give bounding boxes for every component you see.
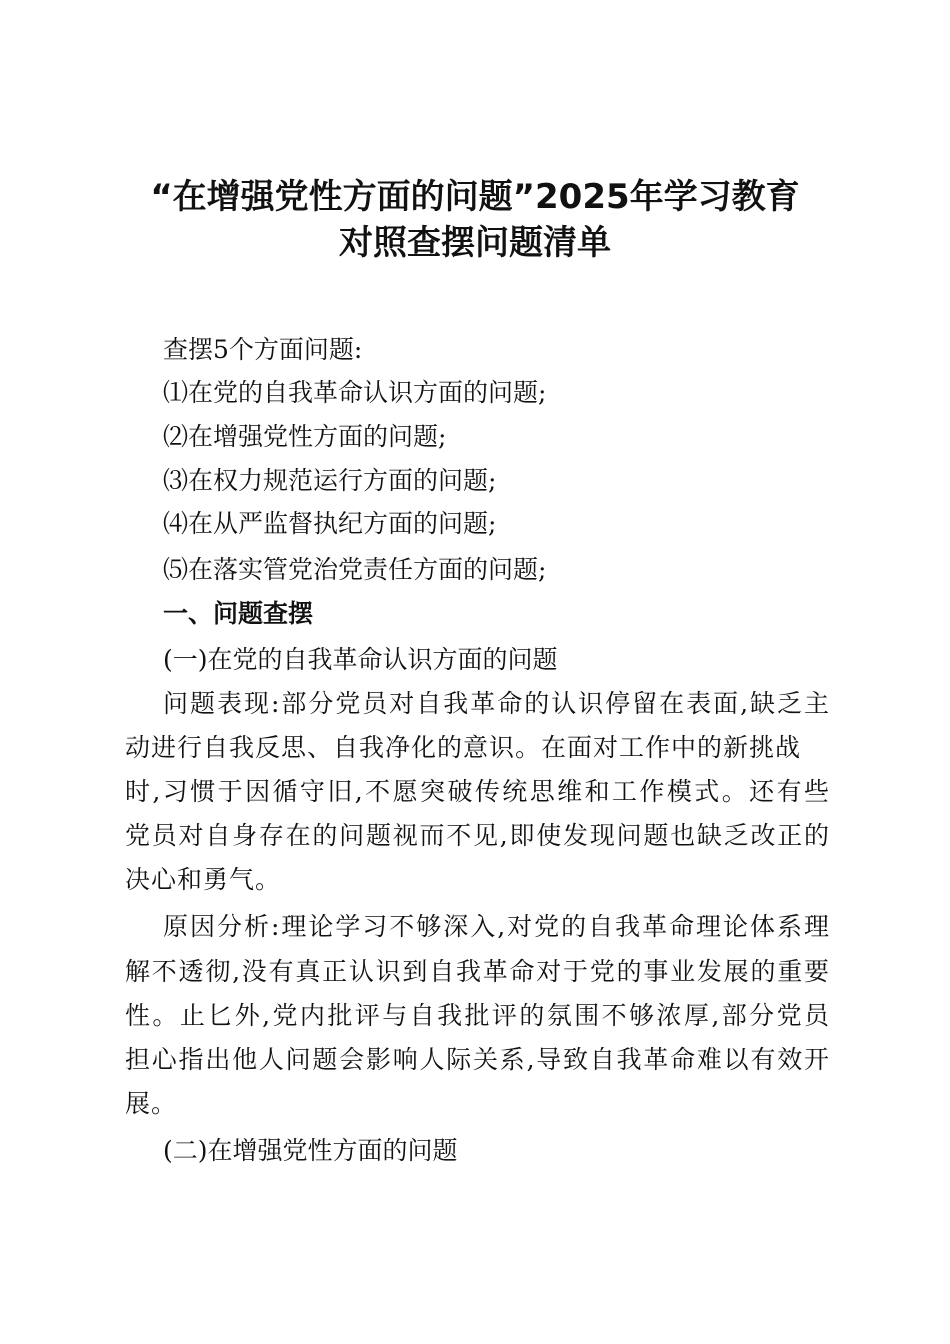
intro-text: 查摆5个方面问题: [163, 335, 363, 364]
problem-paragraph-line: 时,习惯于因循守旧,不愿突破传统思维和工作模式。还有些 [125, 777, 830, 806]
aspect-item-5: ⑸在落实管党治党责任方面的问题; [163, 555, 547, 584]
document-title-line-2: 对照查摆问题清单 [339, 223, 611, 263]
cause-paragraph-line: 性。止匕外,党内批评与自我批评的氛围不够浓厚,部分党员 [125, 1001, 830, 1030]
problem-paragraph-line: 动进行自我反思、自我净化的意识。在面对工作中的新挑战 [125, 733, 802, 762]
aspect-item-2: ⑵在增强党性方面的问题; [163, 422, 447, 451]
problem-paragraph-line: 党员对自身存在的问题视而不见,即使发现问题也缺乏改正的 [125, 821, 830, 850]
aspect-item-4: ⑷在从严监督执纪方面的问题; [163, 509, 497, 538]
problem-paragraph-line: 问题表现:部分党员对自我革命的认识停留在表面,缺乏主 [163, 689, 830, 718]
cause-paragraph-line: 解不透彻,没有真正认识到自我革命对于党的事业发展的重要 [125, 957, 830, 986]
aspect-item-3: ⑶在权力规范运行方面的问题; [163, 466, 497, 495]
document-title-line-1: “在增强党性方面的问题”2025年学习教育 [150, 177, 800, 217]
cause-paragraph-line: 担心指出他人问题会影响人际关系,导致自我革命难以有效开 [125, 1045, 830, 1074]
aspect-item-1: ⑴在党的自我革命认识方面的问题; [163, 378, 547, 407]
cause-paragraph-line: 展。 [125, 1089, 178, 1118]
subsection-heading-2: (二)在增强党性方面的问题 [163, 1136, 458, 1165]
problem-paragraph-line: 决心和勇气。 [125, 865, 282, 894]
section-heading-problem-review: 一、问题查摆 [163, 599, 314, 628]
cause-paragraph-line: 原因分析:理论学习不够深入,对党的自我革命理论体系理 [163, 912, 830, 941]
subsection-heading-1: (一)在党的自我革命认识方面的问题 [163, 645, 558, 674]
